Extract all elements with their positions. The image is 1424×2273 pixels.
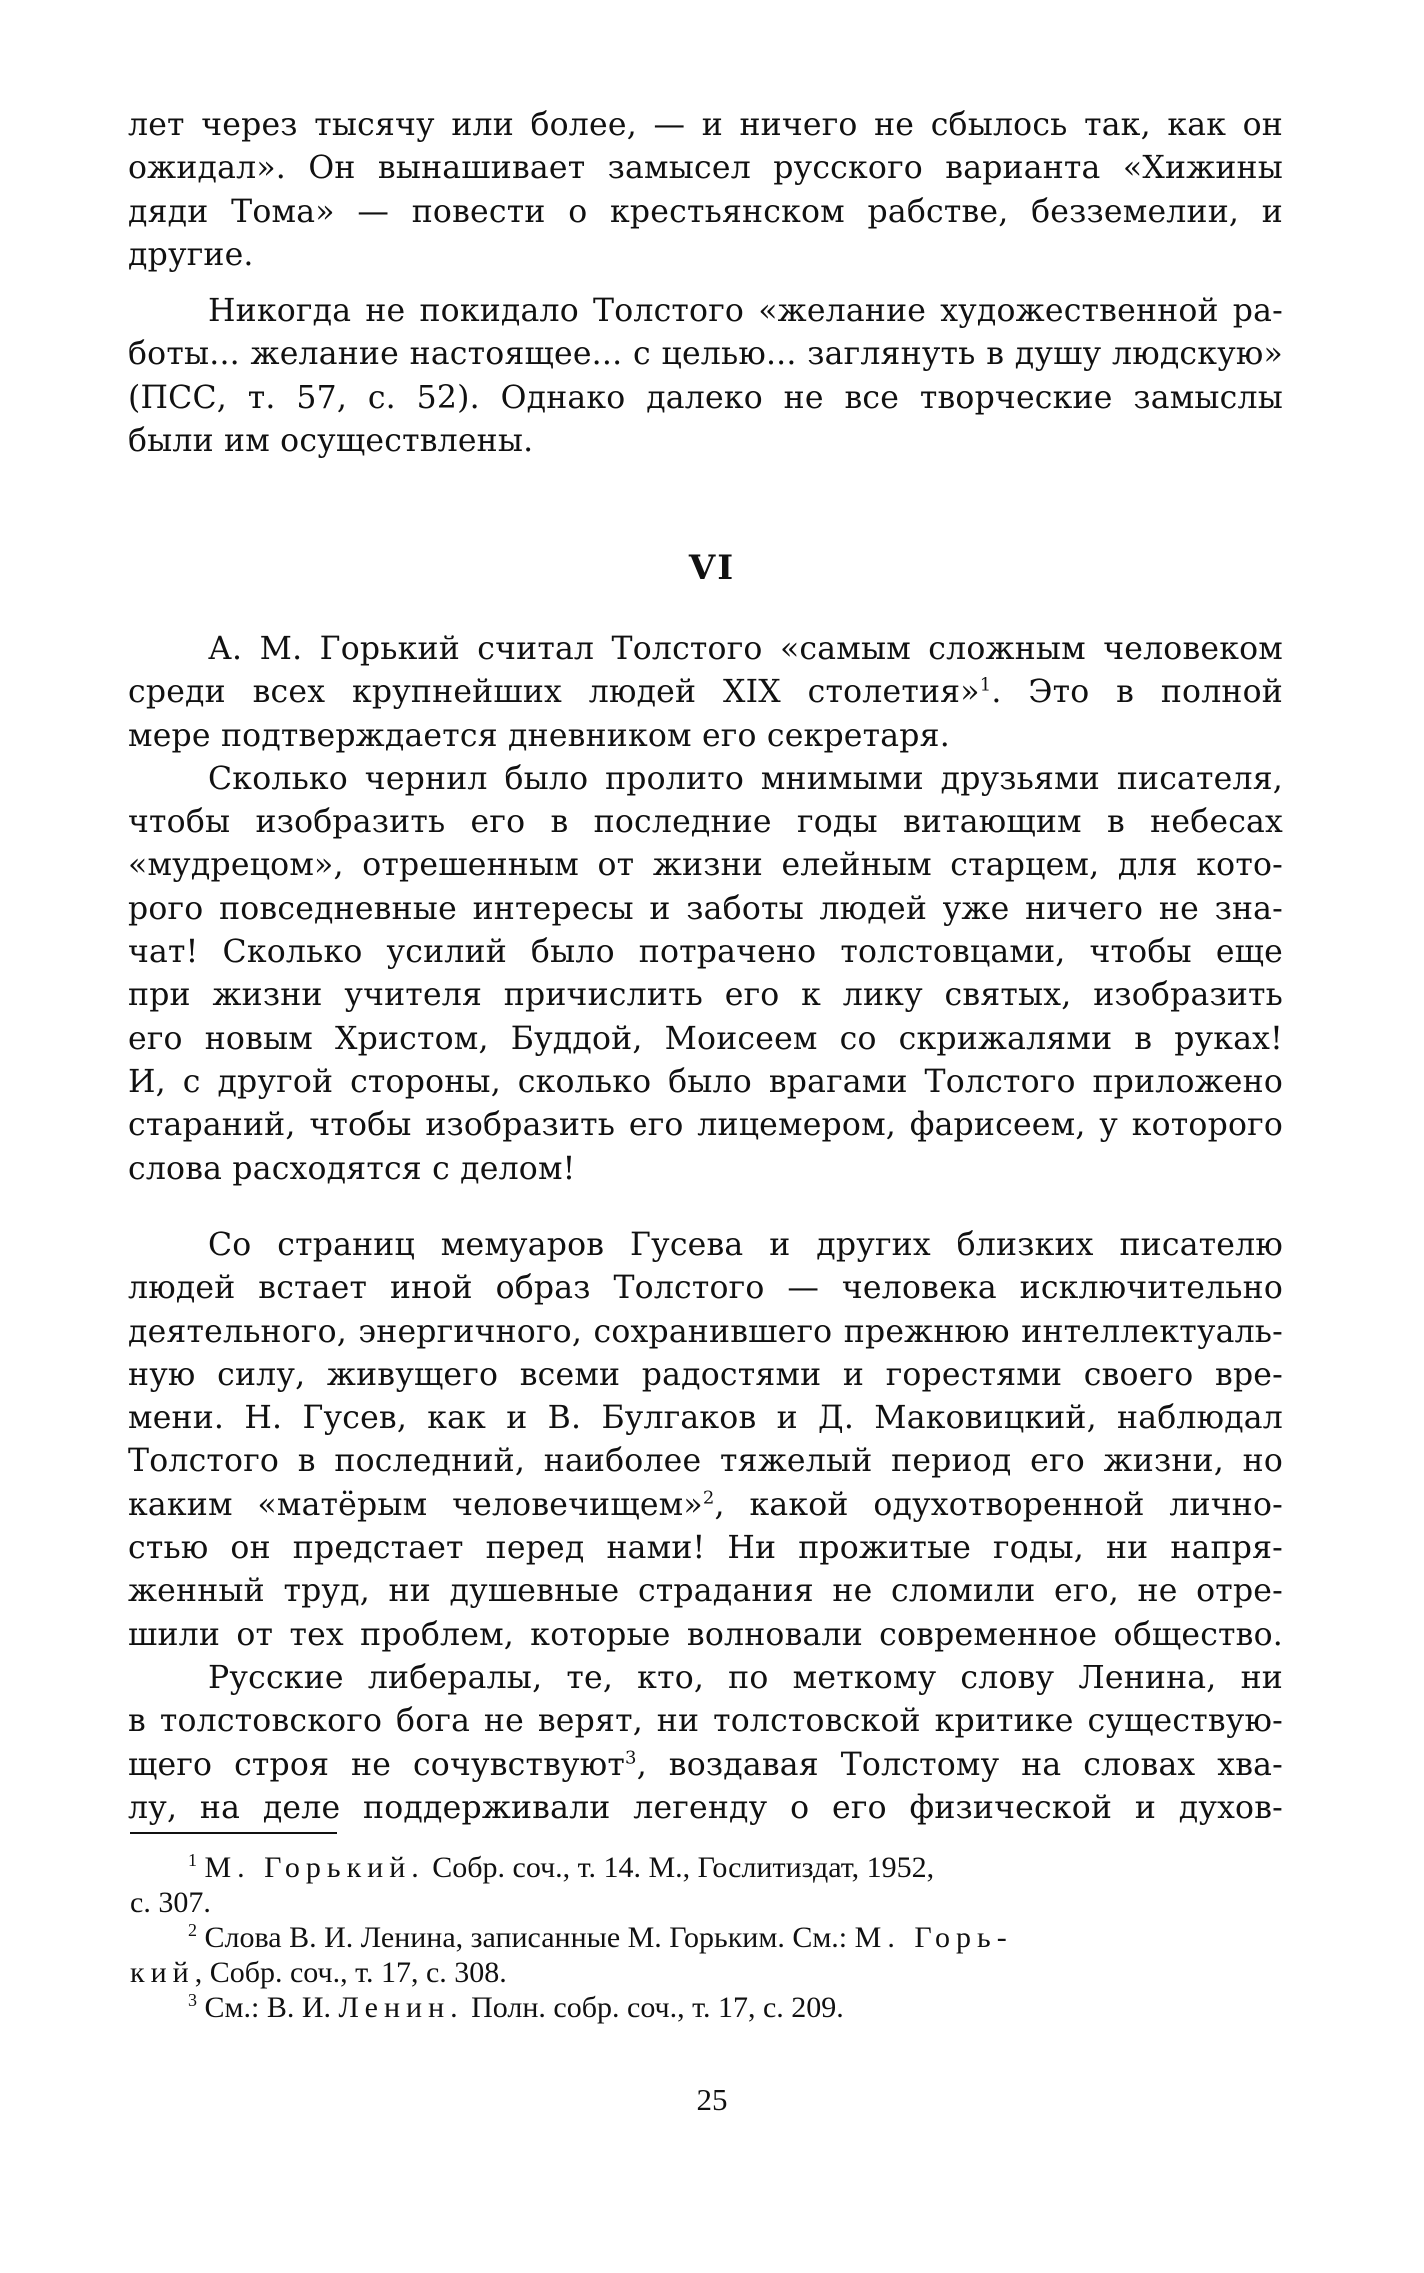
text-line: (ПСС, т. 57, с. 52). Однако далеко не все творческие замыслы	[128, 379, 1283, 416]
footnote-line	[130, 1955, 1282, 1990]
text-line: слова расходятся с делом!	[128, 1150, 576, 1187]
text-segment: , воздавая Толстому на словах хва-	[636, 1746, 1283, 1783]
text-line: ную силу, живущего всеми радостями и горестями своего вре-	[128, 1356, 1283, 1393]
footnote-text: , Собр. соч., т. 17, с. 308.	[194, 1956, 507, 1989]
text-line: чат! Сколько усилий было потрачено толстовцами, чтобы еще	[128, 934, 1283, 971]
text-line: Толстого в последний, наиболее тяжелый период его жизни, но	[128, 1443, 1283, 1480]
footnote-marker[interactable]: 2	[702, 1487, 715, 1509]
text-line: мере подтверждается дневником его секретаря.	[128, 717, 950, 754]
text-line: были им осуществлены.	[128, 422, 534, 459]
footnote-2	[130, 1920, 1282, 1990]
footnote-line: с. 307.	[130, 1886, 211, 1919]
text-segment: каким «матёрым человечищем»	[128, 1486, 703, 1523]
text-line: Русские либералы, те, кто, по меткому слову Ленина, ни	[208, 1659, 1283, 1696]
text-line: «мудрецом», отрешенным от жизни елейным старцем, для кото-	[128, 847, 1283, 884]
text-line: женный труд, ни душевные страдания не сломили его, не отре-	[128, 1573, 1283, 1610]
text-line: мени. Н. Гусев, как и В. Булгаков и Д. Маковицкий, наблюдал	[128, 1400, 1283, 1437]
text-line: Сколько чернил было пролито мнимыми друзьями писателя,	[208, 760, 1283, 797]
text-line: чтобы изобразить его в последние годы витающим в небесах	[128, 804, 1283, 841]
text-line: стараний, чтобы изобразить его лицемером, фарисеем, у которого	[128, 1107, 1283, 1144]
footnote-1	[130, 1850, 1282, 1920]
footnote-author: кий	[130, 1956, 195, 1989]
paragraph	[128, 290, 1283, 463]
text-line: лет через тысячу или более, — и ничего не сбылось так, как он	[128, 107, 1283, 143]
footnote-line	[130, 1990, 1282, 2025]
text-line: людей встает иной образ Толстого — человека исключительно	[128, 1270, 1283, 1307]
text-line	[128, 1744, 1283, 1787]
text-line	[128, 1484, 1283, 1527]
text-line: Никогда не покидало Толстого «желание художественной ра-	[208, 293, 1283, 329]
footnote-number: 2	[188, 1920, 197, 1940]
footnote-text: Полн. собр. соч., т. 17, с. 209.	[463, 1991, 844, 2024]
text-line: в толстовского бога не верят, ни толстовской критике существую-	[128, 1703, 1283, 1740]
footnote-number: 3	[188, 1990, 197, 2010]
text-line: дяди Тома» — повести о крестьянском рабстве, безземелии, и	[128, 193, 1283, 230]
footnotes	[130, 1850, 1282, 2025]
text-line: стью он предстает перед нами! Ни прожитые годы, ни напря-	[128, 1530, 1283, 1567]
text-line: при жизни учителя причислить его к лику святых, изобразить	[128, 977, 1283, 1014]
footnote-3	[130, 1990, 1282, 2025]
paragraph-group	[128, 628, 1283, 1191]
footnote-number: 1	[188, 1850, 197, 1870]
text-line: Со страниц мемуаров Гусева и других близких писателю	[208, 1227, 1283, 1263]
footnote-line	[130, 1920, 1282, 1955]
section-heading: VI	[688, 548, 736, 588]
paragraph-group	[128, 1224, 1283, 1830]
text-line: деятельного, энергичного, сохранившего прежнюю интеллектуаль-	[128, 1313, 1283, 1350]
text-line: И, с другой стороны, сколько было врагами Толстого приложено	[128, 1063, 1283, 1100]
text-line: лу, на деле поддерживали легенду о его физической и духов-	[128, 1789, 1283, 1826]
text-line: другие.	[128, 236, 254, 273]
text-line: рого повседневные интересы и заботы людей уже ничего не зна-	[128, 890, 1283, 927]
paragraph-continuation	[128, 104, 1283, 277]
text-line: А. М. Горький считал Толстого «самым сложным человеком	[208, 631, 1283, 667]
footnote-author: Ленин.	[338, 1991, 464, 2024]
text-segment: . Это в полной	[991, 674, 1283, 711]
footnote-text: См.: В. И.	[197, 1991, 339, 2024]
footnote-divider	[130, 1832, 337, 1834]
text-segment: щего строя не сочувствуют	[128, 1746, 626, 1783]
text-line: его новым Христом, Буддой, Моисеем со скрижалями в руках!	[128, 1020, 1283, 1057]
page-number: 25	[696, 2082, 728, 2117]
footnote-author: М. Горький.	[204, 1851, 425, 1884]
footnote-marker[interactable]: 1	[979, 674, 992, 696]
footnote-author: М. Горь-	[854, 1921, 1013, 1954]
footnote-text: Собр. соч., т. 14. М., Гослитиздат, 1952,	[424, 1851, 935, 1884]
footnote-marker[interactable]: 3	[625, 1747, 637, 1769]
text-segment: , какой одухотворенной лично-	[714, 1486, 1283, 1523]
footnote-line	[130, 1850, 1282, 1885]
text-line: боты... желание настоящее... с целью... заглянуть в душу людскую»	[128, 336, 1283, 373]
text-line: ожидал». Он вынашивает замысел русского варианта «Хижины	[128, 150, 1283, 187]
text-line: шили от тех проблем, которые волновали современное общество.	[128, 1616, 1283, 1653]
text-segment: среди всех крупнейших людей XIX столетия»	[128, 674, 980, 711]
text-line	[128, 671, 1283, 714]
footnote-text: Слова В. И. Ленина, записанные М. Горьким. См.:	[197, 1921, 855, 1954]
